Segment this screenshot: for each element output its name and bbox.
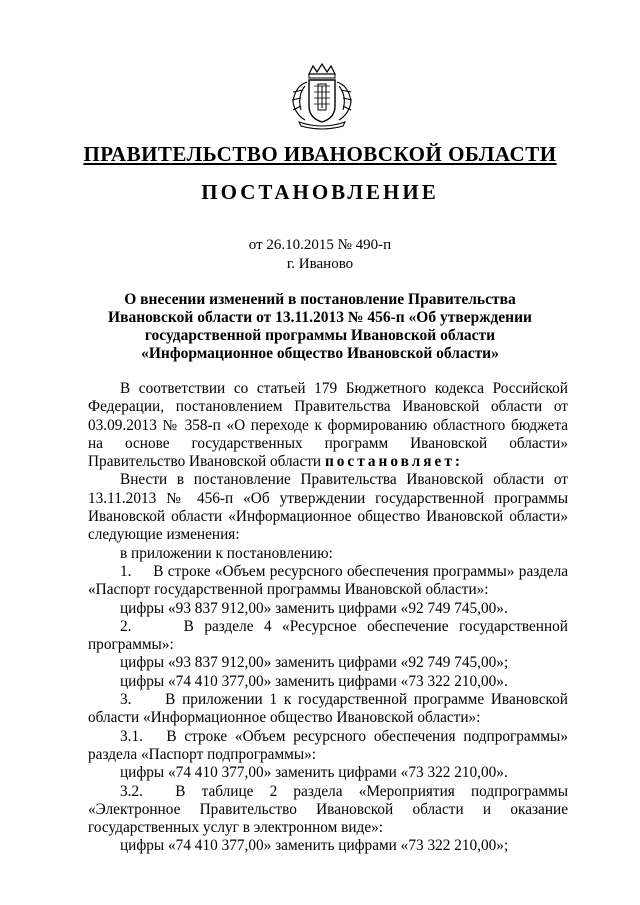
body-paragraph: Внести в постановление Правительства Ивановской области от 13.11.2013 № 456-п «Об утверждении государственной программы Ивановской области «Информационное общество Ивановской области» следующие изменения: [88, 471, 568, 544]
body-paragraph: 3.1. В строке «Объем ресурсного обеспечения подпрограммы» раздела «Паспорт подпрограммы»: [88, 727, 568, 763]
body-paragraph: в приложении к постановлению: [120, 544, 333, 562]
decree-word: постановляет [324, 453, 455, 471]
document-body [88, 380, 568, 856]
government-title: ПРАВИТЕЛЬСТВО ИВАНОВСКОЙ ОБЛАСТИ [83, 142, 557, 166]
ivanovo-coat-of-arms-icon [287, 62, 357, 130]
decree-colon: : [454, 453, 460, 471]
body-paragraph: цифры «93 837 912,00» заменить цифрами «92 749 745,00». [120, 599, 508, 617]
subject-line: государственной программы Ивановской области [144, 327, 496, 344]
body-paragraph: 1. В строке «Объем ресурсного обеспечения программы» раздела «Паспорт государственной программы Ивановской области»: [88, 562, 568, 599]
document-subject [90, 291, 550, 363]
body-paragraph: цифры «74 410 377,00» заменить цифрами «73 322 210,00». [120, 764, 508, 782]
body-paragraph: цифры «74 410 377,00» заменить цифрами «73 322 210,00»; [120, 837, 509, 855]
preamble-paragraph [88, 380, 568, 471]
document-date-number: от 26.10.2015 № 490-п [248, 237, 392, 253]
body-paragraph: 3.2. В таблице 2 раздела «Мероприятия подпрограммы «Электронное Правительство Ивановской области и оказание государственных услуг в электронном виде»: [88, 782, 568, 837]
subject-line: Ивановской области от 13.11.2013 № 456-п «Об утверждении [108, 309, 532, 326]
document-city: г. Иваново [286, 256, 354, 272]
document-type: ПОСТАНОВЛЕНИЕ [201, 180, 439, 204]
preamble-text: В соответствии со статьей 179 Бюджетного кодекса Российской Федерации, постановлением Правительства Ивановской области от 03.09.2013 № 358-п «О переходе к формированию областного бюджета на основе государственных программ Ивановской области» Правительство Ивановской области [88, 380, 568, 471]
body-paragraph: цифры «93 837 912,00» заменить цифрами «92 749 745,00»; [120, 654, 509, 672]
body-paragraph: 3. В приложении 1 к государственной программе Ивановской области «Информационное общество Ивановской области»: [88, 691, 568, 727]
body-paragraph: 2. В разделе 4 «Ресурсное обеспечение государственной программы»: [88, 617, 568, 654]
subject-line: «Информационное общество Ивановской области» [141, 345, 499, 362]
body-paragraph: цифры «74 410 377,00» заменить цифрами «73 322 210,00». [120, 672, 508, 690]
subject-line: О внесении изменений в постановление Правительства [124, 291, 516, 308]
